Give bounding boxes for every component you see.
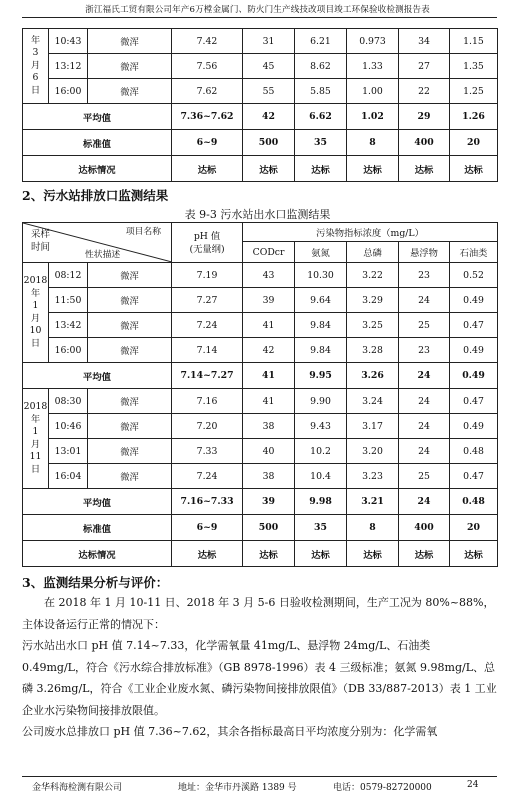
value-nh3: 9.90 bbox=[295, 389, 347, 414]
value-tp: 0.973 bbox=[347, 29, 399, 54]
analysis-text bbox=[22, 592, 497, 743]
value-ph: 7.16~7.33 bbox=[172, 489, 243, 515]
value-oil: 1.35 bbox=[450, 54, 498, 79]
row-label: 平均值 bbox=[23, 363, 172, 389]
value-cod: 39 bbox=[243, 288, 295, 313]
value-ph: 7.36~7.62 bbox=[172, 104, 243, 130]
table-row bbox=[23, 29, 498, 54]
value-nh3: 5.85 bbox=[295, 79, 347, 104]
value-nh3: 6.21 bbox=[295, 29, 347, 54]
value-ss: 22 bbox=[399, 79, 450, 104]
state-desc: 微浑 bbox=[88, 79, 172, 104]
table-row bbox=[23, 338, 498, 363]
table-9-2-continuation bbox=[22, 28, 498, 182]
table-9-3 bbox=[22, 222, 498, 567]
value-ph: 7.27 bbox=[172, 288, 243, 313]
state-desc: 微浑 bbox=[88, 29, 172, 54]
value-cod: 41 bbox=[243, 389, 295, 414]
header-cod: CODcr bbox=[243, 242, 295, 263]
value-cod: 31 bbox=[243, 29, 295, 54]
value-oil: 0.52 bbox=[450, 263, 498, 288]
date-part: 6 bbox=[32, 72, 39, 84]
value-ss: 25 bbox=[399, 313, 450, 338]
value-tp: 3.26 bbox=[347, 363, 399, 389]
value-cod: 41 bbox=[243, 313, 295, 338]
header-diagonal-cell bbox=[23, 223, 172, 263]
value-ph: 7.56 bbox=[172, 54, 243, 79]
date-part: 3 bbox=[32, 47, 39, 59]
value-tp: 3.22 bbox=[347, 263, 399, 288]
header-nh3: 氨氮 bbox=[295, 242, 347, 263]
compliance-row bbox=[23, 156, 498, 182]
value-tp: 1.00 bbox=[347, 79, 399, 104]
row-label: 标准值 bbox=[23, 130, 172, 156]
sample-time: 10:46 bbox=[49, 414, 88, 439]
state-desc: 微浑 bbox=[88, 439, 172, 464]
value-ss: 23 bbox=[399, 263, 450, 288]
value-oil: 0.48 bbox=[450, 439, 498, 464]
value-oil: 达标 bbox=[450, 156, 498, 182]
value-cod: 43 bbox=[243, 263, 295, 288]
row-label: 平均值 bbox=[23, 104, 172, 130]
table-row bbox=[23, 54, 498, 79]
value-cod: 500 bbox=[243, 130, 295, 156]
header-ss: 悬浮物 bbox=[399, 242, 450, 263]
value-oil: 0.49 bbox=[450, 363, 498, 389]
value-cod: 38 bbox=[243, 414, 295, 439]
sample-time: 16:04 bbox=[49, 464, 88, 489]
sample-time: 16:00 bbox=[49, 79, 88, 104]
table-row bbox=[23, 464, 498, 489]
value-tp: 3.29 bbox=[347, 288, 399, 313]
value-ph: 7.20 bbox=[172, 414, 243, 439]
value-cod: 500 bbox=[243, 515, 295, 541]
value-ph: 7.24 bbox=[172, 464, 243, 489]
value-cod: 45 bbox=[243, 54, 295, 79]
header-tp: 总磷 bbox=[347, 242, 399, 263]
table-row bbox=[23, 288, 498, 313]
value-oil: 达标 bbox=[450, 541, 498, 567]
sample-time: 08:30 bbox=[49, 389, 88, 414]
row-label: 标准值 bbox=[23, 515, 172, 541]
value-ph: 7.62 bbox=[172, 79, 243, 104]
sample-time: 08:12 bbox=[49, 263, 88, 288]
value-tp: 达标 bbox=[347, 541, 399, 567]
date-part: 日 bbox=[30, 463, 41, 475]
date-part: 月 bbox=[30, 438, 41, 450]
value-tp: 8 bbox=[347, 515, 399, 541]
date-part: 年 bbox=[30, 34, 41, 46]
value-oil: 0.47 bbox=[450, 313, 498, 338]
table-header-row bbox=[23, 223, 498, 242]
date-part: 年 bbox=[30, 287, 41, 299]
value-oil: 0.47 bbox=[450, 389, 498, 414]
value-ss: 400 bbox=[399, 130, 450, 156]
value-ph: 7.16 bbox=[172, 389, 243, 414]
value-nh3: 35 bbox=[295, 130, 347, 156]
value-cod: 38 bbox=[243, 464, 295, 489]
date-part: 2018 bbox=[23, 401, 48, 412]
value-oil: 0.48 bbox=[450, 489, 498, 515]
row-label: 达标情况 bbox=[23, 156, 172, 182]
value-nh3: 10.2 bbox=[295, 439, 347, 464]
value-cod: 达标 bbox=[243, 541, 295, 567]
date-part: 日 bbox=[30, 337, 41, 349]
row-label: 平均值 bbox=[23, 489, 172, 515]
header-sample-time: 采样 时间 bbox=[31, 229, 51, 253]
average-row bbox=[23, 363, 498, 389]
value-tp: 8 bbox=[347, 130, 399, 156]
value-ss: 34 bbox=[399, 29, 450, 54]
paragraph-3: 公司废水总排放口 pH 值 7.36~7.62，其余各指标最高日平均浓度分别为：化学需氧 bbox=[22, 725, 438, 738]
value-tp: 3.21 bbox=[347, 489, 399, 515]
value-ss: 24 bbox=[399, 414, 450, 439]
value-ss: 达标 bbox=[399, 541, 450, 567]
value-ss: 400 bbox=[399, 515, 450, 541]
value-ph: 7.19 bbox=[172, 263, 243, 288]
value-cod: 39 bbox=[243, 489, 295, 515]
state-desc: 微浑 bbox=[88, 313, 172, 338]
value-oil: 0.47 bbox=[450, 464, 498, 489]
value-nh3: 35 bbox=[295, 515, 347, 541]
value-tp: 3.25 bbox=[347, 313, 399, 338]
average-row bbox=[23, 489, 498, 515]
value-ss: 23 bbox=[399, 338, 450, 363]
value-nh3: 9.95 bbox=[295, 363, 347, 389]
value-cod: 42 bbox=[243, 104, 295, 130]
state-desc: 微浑 bbox=[88, 263, 172, 288]
page-header: 浙江福氏工贸有限公司年产6万樘金属门、防火门生产线技改项目竣工环保验收检测报告表 bbox=[85, 5, 430, 15]
value-nh3: 达标 bbox=[295, 156, 347, 182]
date-part: 日 bbox=[30, 84, 41, 96]
table-row bbox=[23, 263, 498, 288]
value-oil: 20 bbox=[450, 130, 498, 156]
table-caption: 表 9-3 污水站出水口监测结果 bbox=[184, 208, 331, 221]
header-oil: 石油类 bbox=[450, 242, 498, 263]
date-part: 2018 bbox=[23, 275, 48, 286]
page-number: 24 bbox=[467, 780, 479, 790]
value-tp: 1.33 bbox=[347, 54, 399, 79]
sample-time: 13:12 bbox=[49, 54, 88, 79]
value-ss: 24 bbox=[399, 439, 450, 464]
sample-time: 11:50 bbox=[49, 288, 88, 313]
footer-address: 地址：金华市丹溪路 1389 号 bbox=[178, 783, 297, 793]
table-row bbox=[23, 79, 498, 104]
footer-phone: 电话：0579-82720000 bbox=[333, 783, 432, 793]
date-part: 10 bbox=[29, 325, 42, 336]
value-nh3: 6.62 bbox=[295, 104, 347, 130]
sample-date bbox=[23, 29, 49, 104]
value-ph: 7.33 bbox=[172, 439, 243, 464]
value-ss: 24 bbox=[399, 389, 450, 414]
value-tp: 达标 bbox=[347, 156, 399, 182]
value-nh3: 9.43 bbox=[295, 414, 347, 439]
header-project-name: 项目名称 bbox=[125, 227, 162, 237]
date-part: 月 bbox=[30, 59, 41, 71]
value-ss: 24 bbox=[399, 288, 450, 313]
value-nh3: 9.98 bbox=[295, 489, 347, 515]
value-tp: 3.23 bbox=[347, 464, 399, 489]
state-desc: 微浑 bbox=[88, 54, 172, 79]
state-desc: 微浑 bbox=[88, 389, 172, 414]
sample-time: 13:01 bbox=[49, 439, 88, 464]
sample-time: 16:00 bbox=[49, 338, 88, 363]
standard-row bbox=[23, 515, 498, 541]
value-ph: 达标 bbox=[172, 541, 243, 567]
header-rule bbox=[22, 17, 497, 18]
value-tp: 3.28 bbox=[347, 338, 399, 363]
row-label: 达标情况 bbox=[23, 541, 172, 567]
value-oil: 0.49 bbox=[450, 414, 498, 439]
table-row bbox=[23, 439, 498, 464]
value-ss: 24 bbox=[399, 489, 450, 515]
value-nh3: 9.84 bbox=[295, 338, 347, 363]
value-ph: 6~9 bbox=[172, 130, 243, 156]
value-ph: 达标 bbox=[172, 156, 243, 182]
state-desc: 微浑 bbox=[88, 464, 172, 489]
value-oil: 0.49 bbox=[450, 288, 498, 313]
date-part: 11 bbox=[29, 451, 42, 462]
sample-date bbox=[23, 389, 49, 489]
header-state-desc: 性状描述 bbox=[85, 250, 121, 260]
value-ss: 27 bbox=[399, 54, 450, 79]
value-ph: 6~9 bbox=[172, 515, 243, 541]
paragraph-1: 在 2018 年 1 月 10-11 日、2018 年 3 月 5-6 日验收检测期间，生产工况为 80%~88%，主体设备运行正常的情况下： bbox=[22, 596, 495, 631]
average-row bbox=[23, 104, 498, 130]
value-tp: 1.02 bbox=[347, 104, 399, 130]
state-desc: 微浑 bbox=[88, 414, 172, 439]
value-tp: 3.17 bbox=[347, 414, 399, 439]
value-ph: 7.42 bbox=[172, 29, 243, 54]
value-tp: 3.24 bbox=[347, 389, 399, 414]
value-nh3: 9.64 bbox=[295, 288, 347, 313]
value-cod: 55 bbox=[243, 79, 295, 104]
value-ss: 24 bbox=[399, 363, 450, 389]
value-ss: 29 bbox=[399, 104, 450, 130]
value-nh3: 10.4 bbox=[295, 464, 347, 489]
value-ph: 7.14~7.27 bbox=[172, 363, 243, 389]
sample-time: 13:42 bbox=[49, 313, 88, 338]
sample-time: 10:43 bbox=[49, 29, 88, 54]
value-oil: 1.15 bbox=[450, 29, 498, 54]
table-row bbox=[23, 313, 498, 338]
footer-rule bbox=[22, 776, 497, 777]
value-cod: 40 bbox=[243, 439, 295, 464]
standard-row bbox=[23, 130, 498, 156]
table-row bbox=[23, 389, 498, 414]
value-nh3: 达标 bbox=[295, 541, 347, 567]
section-3-heading: 3、监测结果分析与评价： bbox=[22, 575, 169, 590]
value-cod: 41 bbox=[243, 363, 295, 389]
value-ph: 7.14 bbox=[172, 338, 243, 363]
state-desc: 微浑 bbox=[88, 288, 172, 313]
value-oil: 1.26 bbox=[450, 104, 498, 130]
value-nh3: 8.62 bbox=[295, 54, 347, 79]
sample-date bbox=[23, 263, 49, 363]
value-oil: 20 bbox=[450, 515, 498, 541]
section-2-heading: 2、污水站排放口监测结果 bbox=[22, 188, 169, 203]
value-oil: 1.25 bbox=[450, 79, 498, 104]
value-nh3: 9.84 bbox=[295, 313, 347, 338]
value-ss: 25 bbox=[399, 464, 450, 489]
state-desc: 微浑 bbox=[88, 338, 172, 363]
value-cod: 42 bbox=[243, 338, 295, 363]
header-pollutants: 污染物指标浓度（mg/L） bbox=[243, 223, 498, 242]
date-part: 1 bbox=[32, 300, 39, 311]
value-oil: 0.49 bbox=[450, 338, 498, 363]
value-nh3: 10.30 bbox=[295, 263, 347, 288]
value-ss: 达标 bbox=[399, 156, 450, 182]
table-row bbox=[23, 414, 498, 439]
date-part: 月 bbox=[30, 312, 41, 324]
value-tp: 3.20 bbox=[347, 439, 399, 464]
compliance-row bbox=[23, 541, 498, 567]
date-part: 年 bbox=[30, 413, 41, 425]
date-part: 1 bbox=[32, 426, 39, 437]
value-ph: 7.24 bbox=[172, 313, 243, 338]
paragraph-2: 污水站出水口 pH 值 7.14~7.33，化学需氧量 41mg/L、悬浮物 24mg/L、石油类 0.49mg/L，符合《污水综合排放标准》（GB 8978-1996）表 4 三级标准；氨氮 9.98mg/L、总磷 3.26mg/L，符合《工业企业废水氮、磷污染物间接排放限值》（DB 33/887-2013）表 1 工业企业水污染物间接排放限值。 bbox=[22, 639, 497, 717]
footer-company: 金华科海检测有限公司 bbox=[32, 783, 123, 793]
header-ph: pH 值 (无量纲) bbox=[172, 223, 243, 263]
value-cod: 达标 bbox=[243, 156, 295, 182]
